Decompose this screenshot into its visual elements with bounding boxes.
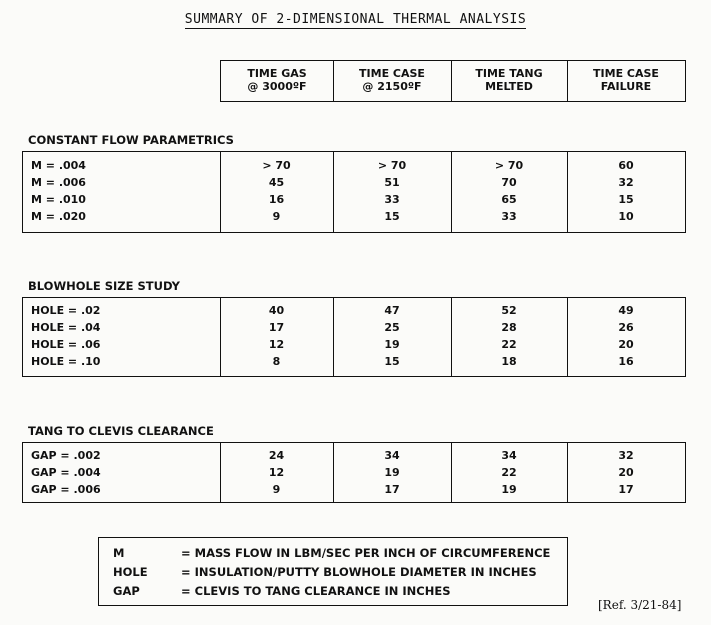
cell-time-case: 19 bbox=[384, 338, 400, 351]
table-row bbox=[23, 193, 685, 210]
cell-time-tang: > 70 bbox=[494, 159, 524, 172]
row-label: M = .004 bbox=[31, 159, 86, 172]
table-row bbox=[23, 176, 685, 193]
cell-time-case-failure: 60 bbox=[618, 159, 634, 172]
row-label: GAP = .002 bbox=[31, 449, 101, 462]
legend-key: GAP bbox=[113, 584, 140, 598]
cell-time-tang: 33 bbox=[501, 210, 517, 223]
cell-time-case: 51 bbox=[384, 176, 400, 189]
cell-time-tang: 52 bbox=[501, 304, 517, 317]
cell-time-case-failure: 15 bbox=[618, 193, 634, 206]
table-row bbox=[23, 304, 685, 321]
row-label: HOLE = .02 bbox=[31, 304, 101, 317]
cell-time-gas: 40 bbox=[268, 304, 285, 317]
cell-time-case: 33 bbox=[384, 193, 400, 206]
cell-time-case: 19 bbox=[384, 466, 400, 479]
cell-time-case-failure: 10 bbox=[618, 210, 634, 223]
cell-time-tang: 22 bbox=[501, 466, 517, 479]
cell-time-gas: 8 bbox=[272, 355, 281, 368]
cell-time-case-failure: 16 bbox=[618, 355, 634, 368]
cell-time-gas: 24 bbox=[268, 449, 285, 462]
cell-time-tang: 65 bbox=[501, 193, 517, 206]
row-label: M = .006 bbox=[31, 176, 86, 189]
cell-time-case-failure: 20 bbox=[618, 338, 634, 351]
cell-time-case: 25 bbox=[384, 321, 400, 334]
document-title: SUMMARY OF 2-DIMENSIONAL THERMAL ANALYSIS bbox=[184, 12, 527, 27]
section-heading: CONSTANT FLOW PARAMETRICS bbox=[28, 133, 234, 147]
cell-time-case: 17 bbox=[384, 483, 400, 496]
data-table-constant-flow bbox=[22, 151, 686, 233]
reference-note: [Ref. 3/21-84] bbox=[598, 598, 682, 612]
cell-time-case-failure: 17 bbox=[618, 483, 634, 496]
table-row bbox=[23, 338, 685, 355]
data-table-clearance bbox=[22, 442, 686, 503]
cell-time-tang: 18 bbox=[501, 355, 517, 368]
cell-time-case-failure: 32 bbox=[618, 449, 634, 462]
cell-time-case: 47 bbox=[384, 304, 400, 317]
table-row bbox=[23, 483, 685, 500]
column-header-time-tang: TIME TANG MELTED bbox=[475, 67, 543, 93]
table-row bbox=[23, 210, 685, 227]
cell-time-gas: 9 bbox=[272, 483, 281, 496]
legend-description: = INSULATION/PUTTY BLOWHOLE DIAMETER IN INCHES bbox=[181, 565, 537, 579]
legend-description: = CLEVIS TO TANG CLEARANCE IN INCHES bbox=[181, 584, 451, 598]
cell-time-gas: 12 bbox=[268, 338, 285, 351]
cell-time-case-failure: 49 bbox=[618, 304, 634, 317]
row-label: GAP = .004 bbox=[31, 466, 101, 479]
section-heading: TANG TO CLEVIS CLEARANCE bbox=[28, 424, 214, 438]
column-header-time-case-failure: TIME CASE FAILURE bbox=[593, 67, 659, 93]
cell-time-gas: 17 bbox=[268, 321, 285, 334]
cell-time-case: 15 bbox=[384, 210, 400, 223]
cell-time-tang: 70 bbox=[501, 176, 517, 189]
cell-time-tang: 19 bbox=[501, 483, 517, 496]
cell-time-gas: 45 bbox=[268, 176, 285, 189]
cell-time-gas: 16 bbox=[268, 193, 285, 206]
cell-time-case-failure: 32 bbox=[618, 176, 634, 189]
legend-description: = MASS FLOW IN LBM/SEC PER INCH OF CIRCUMFERENCE bbox=[181, 546, 551, 560]
table-row bbox=[23, 355, 685, 372]
cell-time-case-failure: 20 bbox=[618, 466, 634, 479]
table-row bbox=[23, 449, 685, 466]
legend-key: HOLE bbox=[113, 565, 148, 579]
row-label: GAP = .006 bbox=[31, 483, 101, 496]
section-heading: BLOWHOLE SIZE STUDY bbox=[28, 279, 180, 293]
cell-time-case: > 70 bbox=[377, 159, 407, 172]
cell-time-case: 34 bbox=[384, 449, 400, 462]
cell-time-gas: 9 bbox=[272, 210, 281, 223]
table-row bbox=[23, 159, 685, 176]
row-label: M = .010 bbox=[31, 193, 86, 206]
cell-time-case: 15 bbox=[384, 355, 400, 368]
column-header-time-gas: TIME GAS @ 3000ºF bbox=[247, 67, 307, 93]
legend-box bbox=[98, 537, 568, 606]
cell-time-case-failure: 26 bbox=[618, 321, 634, 334]
column-header-box bbox=[220, 60, 686, 102]
column-header-time-case: TIME CASE @ 2150ºF bbox=[359, 67, 425, 93]
cell-time-tang: 34 bbox=[501, 449, 517, 462]
cell-time-gas: > 70 bbox=[262, 159, 291, 172]
row-label: M = .020 bbox=[31, 210, 86, 223]
row-label: HOLE = .06 bbox=[31, 338, 101, 351]
table-row bbox=[23, 321, 685, 338]
legend-key: M bbox=[113, 546, 125, 560]
cell-time-tang: 28 bbox=[501, 321, 517, 334]
cell-time-gas: 12 bbox=[268, 466, 285, 479]
table-row bbox=[23, 466, 685, 483]
cell-time-tang: 22 bbox=[501, 338, 517, 351]
row-label: HOLE = .04 bbox=[31, 321, 101, 334]
data-table-blowhole bbox=[22, 297, 686, 377]
row-label: HOLE = .10 bbox=[31, 355, 101, 368]
